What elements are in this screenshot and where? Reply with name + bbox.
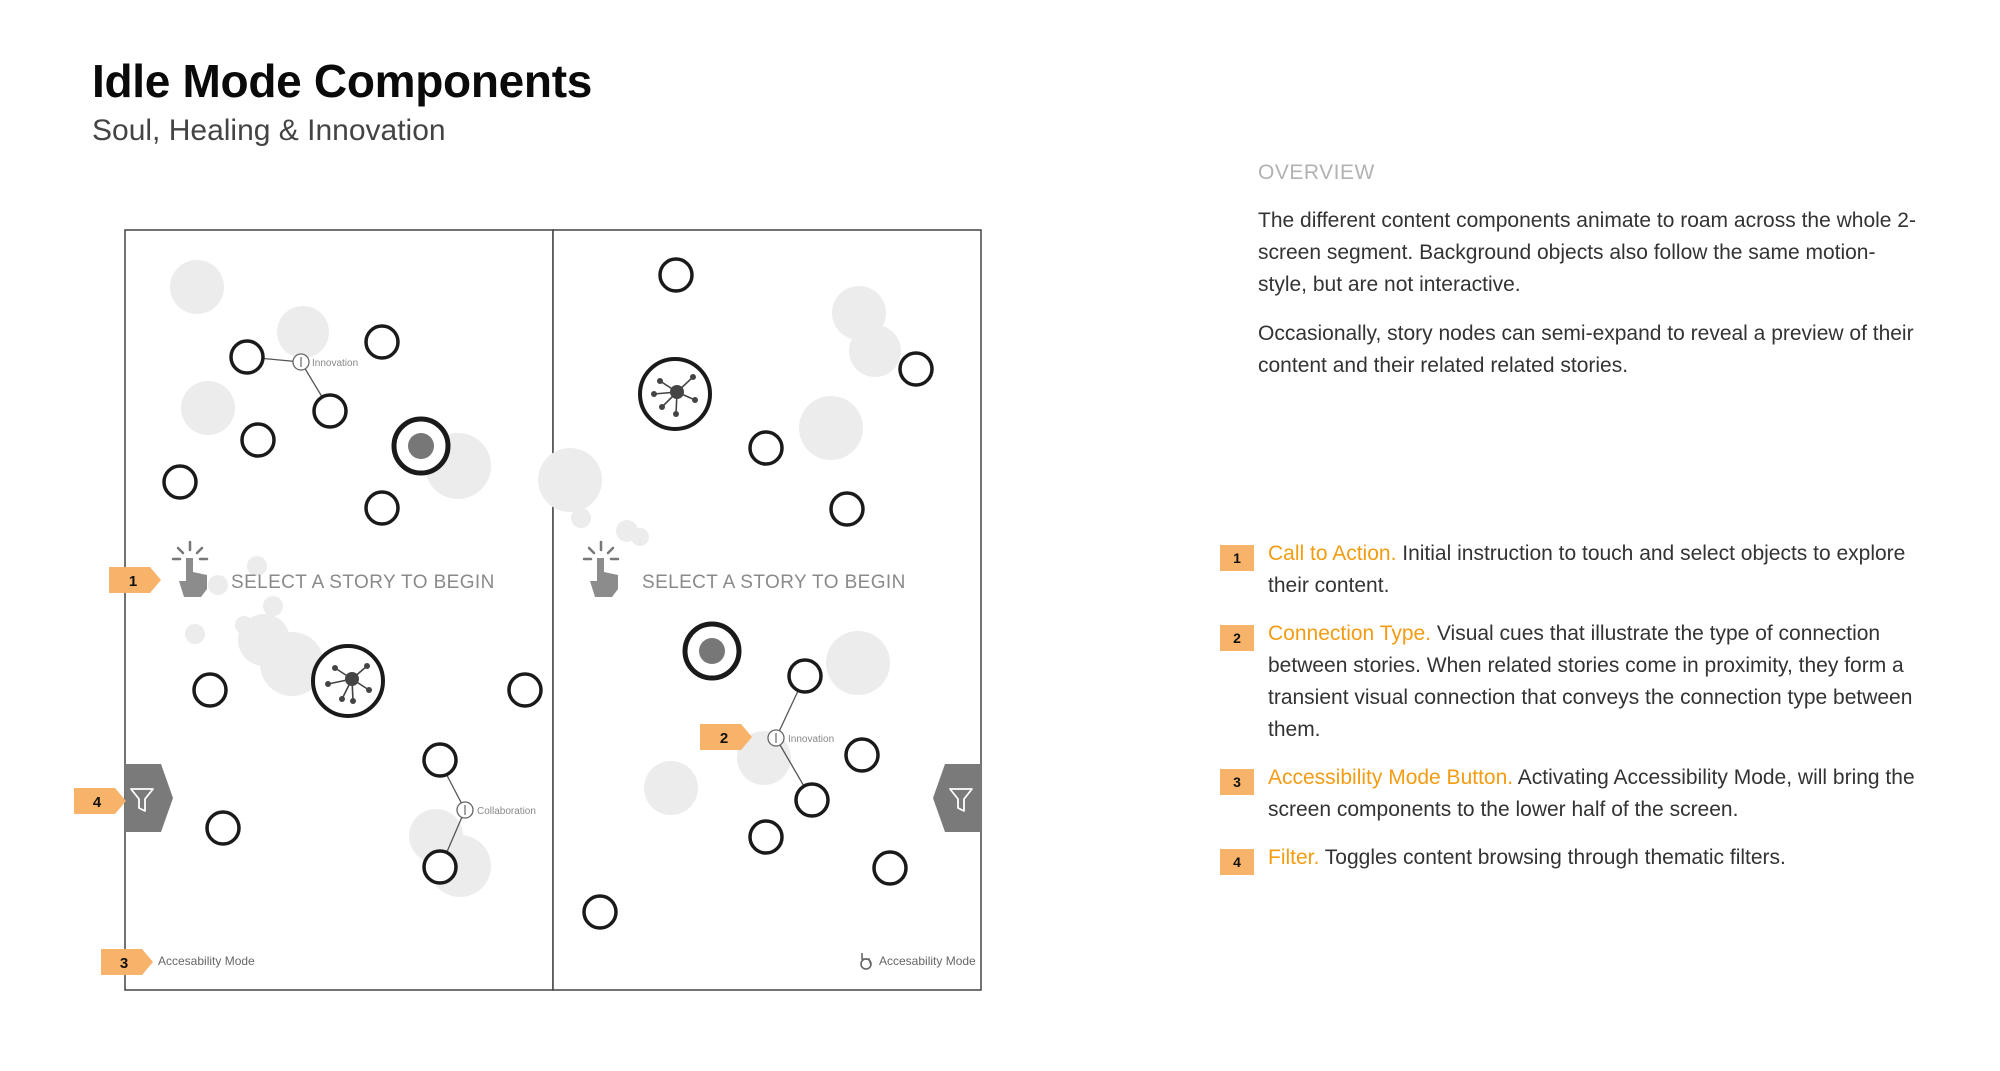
story-node[interactable]: [874, 852, 906, 884]
legend-item-filter: [1220, 842, 1920, 874]
highlighted-node[interactable]: [685, 624, 739, 678]
legend-item-call-to-action: [1220, 538, 1920, 602]
svg-text:2: 2: [719, 730, 729, 747]
connection-label: Innovation: [788, 734, 835, 745]
callout-badge-3: [101, 949, 153, 975]
legend: [1220, 538, 1920, 890]
callout-badge-4: [74, 788, 126, 814]
story-node[interactable]: [846, 739, 878, 771]
legend-item-accessibility-mode: [1220, 762, 1920, 826]
cta-text: SELECT A STORY TO BEGIN: [231, 572, 495, 593]
story-node[interactable]: [366, 326, 398, 358]
story-node[interactable]: [164, 466, 196, 498]
story-node[interactable]: [750, 821, 782, 853]
svg-text:4: 4: [92, 794, 102, 811]
legend-text: Initial instruction to touch and select objects to explore their content.: [1268, 542, 1906, 597]
callout-badge-1: [109, 567, 161, 593]
page-subtitle: Soul, Healing & Innovation: [92, 114, 446, 147]
connection-label: Collaboration: [477, 806, 536, 817]
story-node[interactable]: [194, 674, 226, 706]
callout-badge-2: [700, 724, 752, 750]
expanded-node[interactable]: [313, 646, 383, 716]
expanded-node[interactable]: [640, 359, 710, 429]
highlighted-node[interactable]: [394, 419, 448, 473]
story-node[interactable]: [750, 432, 782, 464]
story-node[interactable]: [584, 896, 616, 928]
legend-text: Activating Accessibility Mode, will bring the screen components to the lower half of the screen.: [1268, 766, 1915, 821]
story-node[interactable]: [796, 784, 828, 816]
legend-text: Toggles content browsing through thematic filters.: [1319, 846, 1786, 869]
legend-title: Filter.: [1268, 846, 1320, 869]
page-title: Idle Mode Components: [92, 55, 593, 107]
accessibility-mode-button-left[interactable]: Accesability Mode: [158, 954, 255, 968]
overview-label: OVERVIEW: [1258, 161, 1375, 184]
cta-text: SELECT A STORY TO BEGIN: [642, 572, 906, 593]
story-node[interactable]: [207, 812, 239, 844]
story-node[interactable]: [660, 259, 692, 291]
legend-title: Connection Type.: [1268, 622, 1432, 645]
story-node[interactable]: [231, 341, 263, 373]
svg-text:3: 3: [119, 955, 129, 972]
legend-text: Visual cues that illustrate the type of connection between stories. When related stories come in proximity, they form a transient visual connection that conveys the connection type between them.: [1268, 622, 1913, 741]
svg-text:1: 1: [128, 573, 138, 590]
overview-paragraph: Occasionally, story nodes can semi-expand to reveal a preview of their content and their related related stories.: [1258, 322, 1914, 377]
story-node[interactable]: [509, 674, 541, 706]
accessibility-mode-button-right[interactable]: [861, 953, 976, 969]
legend-title: Call to Action.: [1268, 542, 1397, 565]
accessibility-mode-label: Accesability Mode: [879, 954, 976, 968]
story-node[interactable]: [789, 660, 821, 692]
story-node[interactable]: [831, 493, 863, 525]
story-node[interactable]: [314, 395, 346, 427]
story-node[interactable]: [424, 851, 456, 883]
legend-badge: 1: [1220, 545, 1254, 571]
story-node[interactable]: [900, 353, 932, 385]
legend-badge: 3: [1220, 769, 1254, 795]
story-node[interactable]: [366, 492, 398, 524]
legend-item-connection-type: [1220, 618, 1920, 746]
overview-paragraph: The different content components animate to roam across the whole 2-screen segment. Background objects also follow the same motion-style, but are not interactive.: [1258, 209, 1916, 296]
connection-label: Innovation: [312, 358, 359, 369]
right-screen: [553, 230, 981, 990]
legend-badge: 4: [1220, 849, 1254, 875]
story-node[interactable]: [424, 744, 456, 776]
legend-badge: 2: [1220, 625, 1254, 651]
legend-title: Accessibility Mode Button.: [1268, 766, 1514, 789]
story-node[interactable]: [242, 424, 274, 456]
